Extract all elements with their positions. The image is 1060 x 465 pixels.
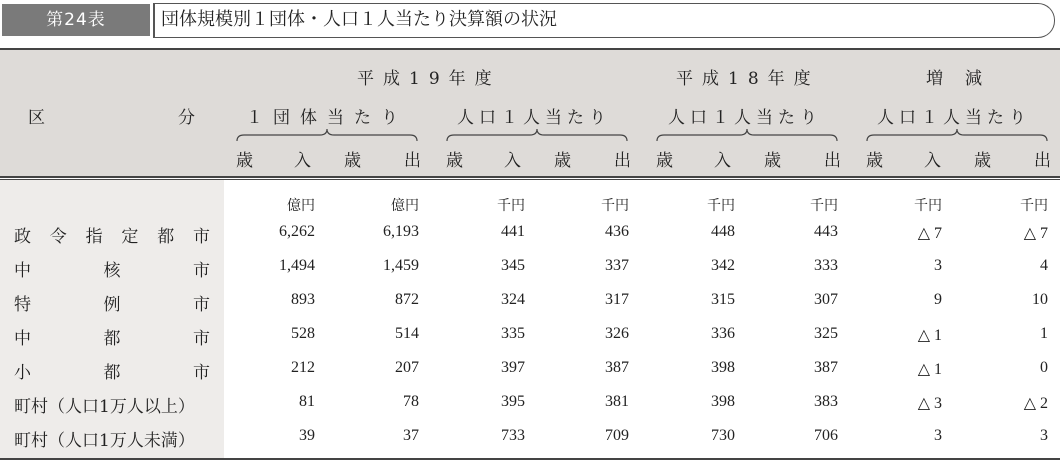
table-cell: 448 bbox=[711, 223, 735, 240]
row-label-text: 市 bbox=[193, 295, 210, 315]
unit-label: 千円 bbox=[707, 198, 735, 214]
row-label-text: 市 bbox=[193, 363, 210, 383]
table-cell: 383 bbox=[814, 393, 838, 410]
subheader-expenditure-char-1-g3: 歳 bbox=[764, 151, 781, 171]
table-cell: △ 2 bbox=[1023, 395, 1048, 412]
table-cell: 326 bbox=[605, 325, 629, 342]
top-rule bbox=[0, 48, 1060, 50]
brace-per-entity bbox=[236, 128, 418, 142]
row-label-text: 市 bbox=[193, 329, 210, 349]
table-title-text: 団体規模別１団体・人口１人当たり決算額の状況 bbox=[161, 9, 557, 30]
row-label-text: 小 bbox=[14, 363, 31, 383]
table-cell: 324 bbox=[501, 291, 525, 308]
table-cell: 6,193 bbox=[383, 223, 419, 240]
table-cell: 387 bbox=[605, 359, 629, 376]
unit-label: 千円 bbox=[601, 198, 629, 214]
subheader-revenue-char-1-g2: 歳 bbox=[446, 151, 463, 171]
table-cell: 3 bbox=[1040, 427, 1048, 444]
unit-label: 億円 bbox=[287, 198, 315, 214]
table-cell: 39 bbox=[299, 427, 315, 444]
table-cell: △ 7 bbox=[1023, 225, 1048, 242]
table-cell: 337 bbox=[605, 257, 629, 274]
row-label-text: 都 bbox=[103, 329, 121, 349]
table-cell: 706 bbox=[814, 427, 838, 444]
subheader-revenue-char-1-g4: 歳 bbox=[866, 151, 883, 171]
table-cell: 1,459 bbox=[383, 257, 419, 274]
row-label-text: 市 bbox=[193, 261, 210, 281]
table-cell: 528 bbox=[291, 325, 315, 342]
row-label-text: 例 bbox=[103, 295, 121, 315]
table-cell: 733 bbox=[501, 427, 525, 444]
table-cell: 730 bbox=[711, 427, 735, 444]
subheader-revenue-char-2-g1: 入 bbox=[294, 151, 311, 171]
table-cell: 212 bbox=[291, 359, 315, 376]
row-label-text: 市 bbox=[192, 227, 210, 247]
header-category-left: 区 bbox=[28, 108, 45, 128]
header-category-right: 分 bbox=[178, 108, 195, 128]
row-label-text: 中 bbox=[14, 261, 31, 281]
row-label-text: 核 bbox=[103, 261, 121, 281]
row-label-text: 都 bbox=[103, 363, 121, 383]
title-bar bbox=[0, 0, 1060, 40]
header-year-h18: 平成18年度 bbox=[676, 69, 820, 89]
table-cell: 514 bbox=[395, 325, 419, 342]
unit-label: 千円 bbox=[1020, 198, 1048, 214]
table-cell: 333 bbox=[814, 257, 838, 274]
subheader-revenue-char-2-g2: 入 bbox=[504, 151, 521, 171]
table-cell: 325 bbox=[814, 325, 838, 342]
row-label-text: 指 bbox=[85, 227, 103, 247]
table-title bbox=[153, 3, 1055, 38]
table-cell: 395 bbox=[501, 393, 525, 410]
table-cell: 317 bbox=[605, 291, 629, 308]
unit-label: 千円 bbox=[810, 198, 838, 214]
table-cell: 315 bbox=[711, 291, 735, 308]
header-year-h19: 平成19年度 bbox=[357, 69, 501, 89]
row-label-text: 中 bbox=[14, 329, 31, 349]
row-label bbox=[14, 392, 210, 417]
table-cell: 335 bbox=[501, 325, 525, 342]
unit-label: 千円 bbox=[914, 198, 942, 214]
table-cell: 381 bbox=[605, 393, 629, 410]
table-cell: 436 bbox=[605, 223, 629, 240]
subheader-expenditure-char-1-g4: 歳 bbox=[974, 151, 991, 171]
row-label-text: 令 bbox=[49, 227, 67, 247]
table-cell: △ 7 bbox=[917, 225, 942, 242]
table-cell: 307 bbox=[814, 291, 838, 308]
row-label-text: 特 bbox=[14, 295, 31, 315]
subheader-expenditure-char-2-g4: 出 bbox=[1034, 151, 1051, 171]
row-label-text: 町村（人口1万人以上） bbox=[14, 397, 195, 417]
settlement-table bbox=[0, 48, 1060, 460]
subheader-revenue-char-2-g4: 入 bbox=[924, 151, 941, 171]
header-per-entity: １団体当たり bbox=[246, 108, 408, 128]
table-cell: 342 bbox=[711, 257, 735, 274]
bottom-rule bbox=[0, 458, 1060, 460]
table-cell: 10 bbox=[1032, 291, 1048, 308]
row-label bbox=[14, 290, 210, 315]
table-cell: 3 bbox=[934, 427, 942, 444]
subheader-expenditure-char-2-g1: 出 bbox=[404, 151, 421, 171]
row-label-text: 町村（人口1万人未満） bbox=[14, 431, 195, 451]
unit-label: 億円 bbox=[391, 198, 419, 214]
subheader-expenditure-char-1-g2: 歳 bbox=[554, 151, 571, 171]
row-label-text: 定 bbox=[121, 227, 139, 247]
table-cell: 6,262 bbox=[279, 223, 315, 240]
subheader-expenditure-char-2-g3: 出 bbox=[824, 151, 841, 171]
header-rule bbox=[0, 176, 1060, 178]
table-cell: 387 bbox=[814, 359, 838, 376]
brace-per-capita-change bbox=[866, 128, 1048, 142]
row-label bbox=[14, 222, 210, 247]
table-cell: 4 bbox=[1040, 257, 1048, 274]
table-cell: △ 1 bbox=[917, 327, 942, 344]
table-cell: 872 bbox=[395, 291, 419, 308]
row-label bbox=[14, 426, 210, 451]
table-cell: △ 1 bbox=[917, 361, 942, 378]
row-label bbox=[14, 256, 210, 281]
row-label bbox=[14, 358, 210, 383]
brace-per-capita-h18 bbox=[656, 128, 838, 142]
table-cell: 893 bbox=[291, 291, 315, 308]
table-cell: 37 bbox=[403, 427, 419, 444]
subheader-revenue-char-2-g3: 入 bbox=[714, 151, 731, 171]
table-cell: 207 bbox=[395, 359, 419, 376]
unit-label: 千円 bbox=[497, 198, 525, 214]
table-cell: 1,494 bbox=[279, 257, 315, 274]
row-label-text: 政 bbox=[14, 227, 31, 247]
subheader-expenditure-char-1-g1: 歳 bbox=[344, 151, 361, 171]
table-cell: 78 bbox=[403, 393, 419, 410]
row-label-text: 都 bbox=[157, 227, 175, 247]
table-number-tab: 第24表 bbox=[2, 4, 150, 36]
table-cell: 441 bbox=[501, 223, 525, 240]
table-cell: 709 bbox=[605, 427, 629, 444]
header-per-capita-h19: 人口１人当たり bbox=[457, 108, 611, 128]
brace-per-capita-h19 bbox=[446, 128, 628, 142]
subheader-revenue-char-1-g1: 歳 bbox=[236, 151, 253, 171]
table-cell: 397 bbox=[501, 359, 525, 376]
table-cell: 398 bbox=[711, 393, 735, 410]
table-cell: 443 bbox=[814, 223, 838, 240]
header-rule-thin bbox=[0, 179, 1060, 180]
header-change: 増減 bbox=[926, 69, 1004, 89]
table-cell: △ 3 bbox=[917, 395, 942, 412]
subheader-revenue-char-1-g3: 歳 bbox=[656, 151, 673, 171]
table-cell: 81 bbox=[299, 393, 315, 410]
table-cell: 345 bbox=[501, 257, 525, 274]
table-cell: 336 bbox=[711, 325, 735, 342]
header-per-capita-h18: 人口１人当たり bbox=[668, 108, 822, 128]
header-per-capita-change: 人口１人当たり bbox=[877, 108, 1031, 128]
table-cell: 9 bbox=[934, 291, 942, 308]
table-cell: 0 bbox=[1040, 359, 1048, 376]
table-cell: 398 bbox=[711, 359, 735, 376]
table-cell: 3 bbox=[934, 257, 942, 274]
table-cell: 1 bbox=[1040, 325, 1048, 342]
subheader-expenditure-char-2-g2: 出 bbox=[614, 151, 631, 171]
row-label bbox=[14, 324, 210, 349]
